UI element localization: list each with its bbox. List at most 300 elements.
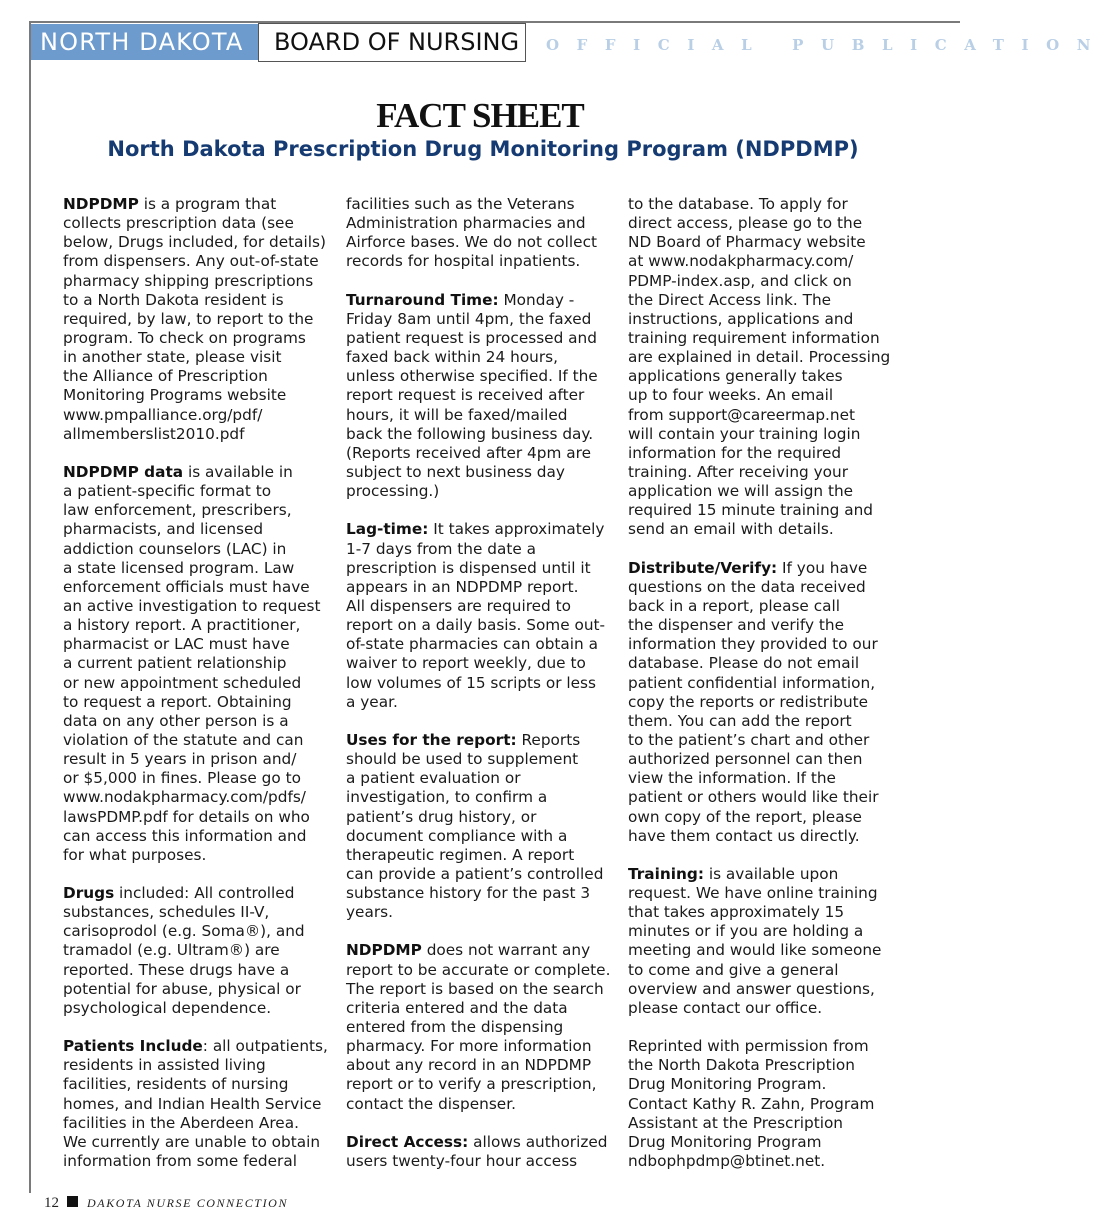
line-text: ND Board of Pharmacy website <box>628 233 866 252</box>
text-line <box>346 827 610 846</box>
text-line <box>346 1075 610 1094</box>
text-line <box>346 444 610 463</box>
line-text: below, Drugs included, for details) <box>63 233 326 252</box>
text-line <box>346 693 610 712</box>
text-line <box>628 367 890 386</box>
text-line <box>628 1095 890 1114</box>
text-line <box>63 252 328 271</box>
text-line <box>346 1095 610 1114</box>
text-line <box>63 999 328 1018</box>
line-text: from dispensers. Any out-of-state <box>63 252 319 271</box>
line-text: report on a daily basis. Some out- <box>346 616 606 635</box>
line-text: training. After receiving your <box>628 462 848 481</box>
text-line <box>628 693 890 712</box>
line-text: the Alliance of Prescription <box>63 367 268 386</box>
text-line <box>63 482 328 501</box>
line-text: copy the reports or redistribute <box>628 692 869 711</box>
text-line <box>628 999 890 1018</box>
text-line <box>63 348 328 367</box>
text-line <box>628 578 890 597</box>
text-line <box>346 635 610 654</box>
line-text: pharmacists, and licensed <box>63 520 264 539</box>
left-margin-rule <box>29 21 31 1193</box>
line-text: meeting and would like someone <box>628 941 882 960</box>
line-text: can provide a patient’s controlled <box>346 864 604 883</box>
text-line <box>63 941 328 960</box>
line-text: Administration pharmacies and <box>346 214 586 233</box>
line-text: patient request is processed and <box>346 328 597 347</box>
line-text: required 15 minute training and <box>628 501 873 520</box>
line-text: instructions, applications and <box>628 309 854 328</box>
text-line <box>346 252 610 271</box>
line-text: of-state pharmacies can obtain a <box>346 635 598 654</box>
text-line <box>628 559 890 578</box>
paragraph-gap <box>346 272 610 291</box>
line-text: information they provided to our <box>628 635 878 654</box>
text-line <box>628 195 890 214</box>
text-line <box>628 903 890 922</box>
line-text: authorized personnel can then <box>628 750 863 769</box>
line-text: subject to next business day <box>346 462 565 481</box>
line-text: them. You can add the report <box>628 711 852 730</box>
text-line <box>628 941 890 960</box>
text-line <box>63 961 328 980</box>
line-text: Drug Monitoring Program <box>628 1132 822 1151</box>
text-line <box>346 961 610 980</box>
text-line <box>63 578 328 597</box>
text-line <box>63 367 328 386</box>
line-text: tramadol (e.g. Ultram®) are <box>63 941 280 960</box>
text-line <box>346 788 610 807</box>
line-text: database. Please do not email <box>628 654 860 673</box>
text-line <box>346 616 610 635</box>
text-line <box>628 482 890 501</box>
line-text: back in a report, please call <box>628 596 840 615</box>
text-line <box>346 482 610 501</box>
line-text: direct access, please go to the <box>628 214 863 233</box>
header-board-label: BOARD OF NURSING <box>258 23 526 62</box>
line-text: therapeutic regimen. A report <box>346 845 575 864</box>
text-column-1 <box>63 195 328 1171</box>
line-text: pharmacy. For more information <box>346 1037 592 1056</box>
line-text: Reports <box>516 730 581 749</box>
line-text: questions on the data received <box>628 577 866 596</box>
text-line <box>346 769 610 788</box>
text-line <box>628 769 890 788</box>
line-text: up to four weeks. An email <box>628 386 834 405</box>
line-text: are explained in detail. Processing <box>628 348 891 367</box>
line-text: users twenty-four hour access <box>346 1152 578 1171</box>
line-text: required, by law, to report to the <box>63 309 314 328</box>
line-text: hours, it will be faxed/mailed <box>346 405 568 424</box>
line-text: or $5,000 in fines. Please go to <box>63 769 301 788</box>
line-text: Airforce bases. We do not collect <box>346 233 597 252</box>
line-text: about any record in an NDPDMP <box>346 1056 592 1075</box>
text-line <box>63 520 328 539</box>
text-line <box>346 1056 610 1075</box>
text-line <box>63 808 328 827</box>
paragraph-lead: NDPDMP <box>346 941 422 960</box>
paragraph-gap <box>346 712 610 731</box>
line-text: records for hospital inpatients. <box>346 252 581 271</box>
line-text: facilities in the Aberdeen Area. <box>63 1113 299 1132</box>
text-line <box>346 348 610 367</box>
text-line <box>628 214 890 233</box>
text-line <box>628 406 890 425</box>
line-text: does not warrant any <box>421 941 591 960</box>
line-text: application we will assign the <box>628 482 854 501</box>
line-text: please contact our office. <box>628 998 823 1017</box>
text-line <box>63 788 328 807</box>
line-text: carisoprodol (e.g. Soma®), and <box>63 922 305 941</box>
line-text: a history report. A practitioner, <box>63 616 301 635</box>
text-line <box>346 865 610 884</box>
text-line <box>63 195 328 214</box>
line-text: is a program that <box>138 195 277 213</box>
text-line <box>346 597 610 616</box>
line-text: The report is based on the search <box>346 979 604 998</box>
line-text: is available in <box>183 462 293 481</box>
text-line <box>346 310 610 329</box>
text-line <box>346 329 610 348</box>
text-line <box>628 597 890 616</box>
paragraph-lead: NDPDMP <box>63 195 139 213</box>
text-line <box>63 597 328 616</box>
text-line <box>628 884 890 903</box>
text-line <box>346 654 610 673</box>
text-line <box>63 1056 328 1075</box>
text-line <box>628 272 890 291</box>
line-text: a patient evaluation or <box>346 769 521 788</box>
line-text: substance history for the past 3 <box>346 884 591 903</box>
line-text: enforcement officials must have <box>63 577 310 596</box>
text-line <box>63 329 328 348</box>
text-line <box>628 444 890 463</box>
text-line <box>63 1037 328 1056</box>
text-line <box>346 386 610 405</box>
text-line <box>63 903 328 922</box>
line-text: at www.nodakpharmacy.com/ <box>628 252 854 271</box>
text-line <box>346 214 610 233</box>
line-text: If you have <box>777 558 868 577</box>
line-text: included: All controlled <box>114 884 295 903</box>
line-text: facilities such as the Veterans <box>346 195 575 213</box>
text-line <box>628 1075 890 1094</box>
line-text: program. To check on programs <box>63 328 306 347</box>
text-line <box>346 1018 610 1037</box>
text-line <box>63 233 328 252</box>
text-line <box>346 808 610 827</box>
line-text: 1-7 days from the date a <box>346 539 536 558</box>
text-line <box>346 578 610 597</box>
line-text: report to be accurate or complete. <box>346 960 611 979</box>
text-line <box>628 731 890 750</box>
text-line <box>63 540 328 559</box>
text-line <box>628 750 890 769</box>
text-line <box>628 501 890 520</box>
line-text: addiction counselors (LAC) in <box>63 539 287 558</box>
text-line <box>628 922 890 941</box>
text-line <box>628 386 890 405</box>
text-line <box>63 1152 328 1171</box>
text-line <box>628 1037 890 1056</box>
line-text: psychological dependence. <box>63 998 272 1017</box>
text-line <box>346 999 610 1018</box>
line-text: years. <box>346 903 393 922</box>
paragraph-lead: Training: <box>628 864 704 883</box>
line-text: minutes or if you are holding a <box>628 922 864 941</box>
line-text: or new appointment scheduled <box>63 673 302 692</box>
line-text: patient confidential information, <box>628 673 876 692</box>
line-text: (Reports received after 4pm are <box>346 443 591 462</box>
text-line <box>63 712 328 731</box>
paragraph-gap <box>63 865 328 884</box>
line-text: will contain your training login <box>628 424 861 443</box>
line-text: Reprinted with permission from <box>628 1037 869 1056</box>
line-text: processing.) <box>346 482 440 501</box>
line-text: www.nodakpharmacy.com/pdfs/ <box>63 788 306 807</box>
text-line <box>63 884 328 903</box>
text-line <box>628 1152 890 1171</box>
page-number: 12 <box>44 1195 59 1211</box>
text-line <box>63 386 328 405</box>
line-text: criteria entered and the data <box>346 998 568 1017</box>
text-line <box>628 654 890 673</box>
text-line <box>63 214 328 233</box>
paragraph-gap <box>63 1018 328 1037</box>
text-line <box>346 425 610 444</box>
text-line <box>628 310 890 329</box>
line-text: appears in an NDPDMP report. <box>346 577 579 596</box>
text-line <box>63 846 328 865</box>
text-line <box>628 616 890 635</box>
line-text: result in 5 years in prison and/ <box>63 750 297 769</box>
line-text: ndbophpdmp@btinet.net. <box>628 1152 826 1171</box>
line-text: collects prescription data (see <box>63 214 294 233</box>
text-line <box>628 329 890 348</box>
text-line <box>63 1075 328 1094</box>
text-line <box>346 291 610 310</box>
line-text: homes, and Indian Health Service <box>63 1094 322 1113</box>
text-line <box>346 731 610 750</box>
line-text: in another state, please visit <box>63 348 282 367</box>
text-line <box>63 922 328 941</box>
line-text: residents in assisted living <box>63 1056 266 1075</box>
text-line <box>346 750 610 769</box>
paragraph-gap <box>346 922 610 941</box>
line-text: an active investigation to request <box>63 596 321 615</box>
line-text: faxed back within 24 hours, <box>346 348 558 367</box>
line-text: : all outpatients, <box>202 1037 328 1056</box>
line-text: violation of the statute and can <box>63 730 304 749</box>
text-line <box>628 961 890 980</box>
line-text: from support@careermap.net <box>628 405 856 424</box>
line-text: applications generally takes <box>628 367 843 386</box>
line-text: potential for abuse, physical or <box>63 979 301 998</box>
line-text: www.pmpalliance.org/pdf/ <box>63 405 263 424</box>
line-text: to request a report. Obtaining <box>63 692 292 711</box>
line-text: a year. <box>346 692 398 711</box>
text-line <box>628 827 890 846</box>
text-line <box>63 559 328 578</box>
line-text: allows authorized <box>468 1132 608 1151</box>
line-text: should be used to supplement <box>346 750 579 769</box>
line-text: the dispenser and verify the <box>628 616 845 635</box>
line-text: view the information. If the <box>628 769 836 788</box>
line-text: request. We have online training <box>628 884 878 903</box>
text-line <box>628 712 890 731</box>
text-line <box>63 674 328 693</box>
text-line <box>628 520 890 539</box>
text-line <box>628 233 890 252</box>
text-line <box>346 1152 610 1171</box>
paragraph-gap <box>628 846 890 865</box>
text-line <box>628 788 890 807</box>
line-text: to a North Dakota resident is <box>63 290 284 309</box>
text-line <box>63 501 328 520</box>
line-text: low volumes of 15 scripts or less <box>346 673 596 692</box>
text-line <box>628 980 890 999</box>
text-line <box>346 1037 610 1056</box>
text-line <box>63 291 328 310</box>
line-text: pharmacist or LAC must have <box>63 635 290 654</box>
text-line <box>346 559 610 578</box>
text-line <box>628 425 890 444</box>
line-text: substances, schedules II-V, <box>63 903 270 922</box>
text-line <box>628 252 890 271</box>
text-line <box>63 1114 328 1133</box>
text-line <box>346 1133 610 1152</box>
line-text: overview and answer questions, <box>628 979 875 998</box>
paragraph-lead: Uses for the report: <box>346 730 517 749</box>
line-text: information from some federal <box>63 1152 297 1171</box>
line-text: training requirement information <box>628 328 880 347</box>
text-line <box>628 635 890 654</box>
line-text: Contact Kathy R. Zahn, Program <box>628 1094 875 1113</box>
text-line <box>346 406 610 425</box>
text-line <box>346 941 610 960</box>
text-line <box>63 616 328 635</box>
line-text: allmemberslist2010.pdf <box>63 424 245 443</box>
text-line <box>346 520 610 539</box>
line-text: Monday - <box>498 290 575 309</box>
text-line <box>63 425 328 444</box>
text-line <box>63 750 328 769</box>
text-line <box>63 635 328 654</box>
text-line <box>346 846 610 865</box>
page-title: FACT SHEET <box>376 96 584 135</box>
line-text: that takes approximately 15 <box>628 903 845 922</box>
line-text: We currently are unable to obtain <box>63 1132 321 1151</box>
line-text: PDMP-index.asp, and click on <box>628 271 852 290</box>
line-text: report request is received after <box>346 386 585 405</box>
paragraph-lead: NDPDMP data <box>63 462 184 481</box>
text-column-2 <box>346 195 610 1171</box>
text-line <box>628 1114 890 1133</box>
line-text: data on any other person is a <box>63 711 289 730</box>
line-text: waiver to report weekly, due to <box>346 654 586 673</box>
line-text: patient or others would like their <box>628 788 879 807</box>
paragraph-gap <box>346 501 610 520</box>
line-text: can access this information and <box>63 826 307 845</box>
line-text: lawsPDMP.pdf for details on who <box>63 807 310 826</box>
text-line <box>63 693 328 712</box>
paragraph-lead: Distribute/Verify: <box>628 558 778 577</box>
text-line <box>63 1095 328 1114</box>
text-line <box>63 769 328 788</box>
line-text: report or to verify a prescription, <box>346 1075 597 1094</box>
line-text: contact the dispenser. <box>346 1094 516 1113</box>
paragraph-lead: Direct Access: <box>346 1132 469 1151</box>
line-text: investigation, to confirm a <box>346 788 548 807</box>
text-line <box>628 291 890 310</box>
line-text: It takes approximately <box>428 520 605 539</box>
paragraph-gap <box>346 1114 610 1133</box>
paragraph-gap <box>628 1018 890 1037</box>
paragraph-lead: Turnaround Time: <box>346 290 499 309</box>
line-text: unless otherwise specified. If the <box>346 367 598 386</box>
text-line <box>63 827 328 846</box>
text-line <box>346 540 610 559</box>
header-state-label: NORTH DAKOTA <box>31 24 258 60</box>
text-line <box>63 980 328 999</box>
line-text: back the following business day. <box>346 424 594 443</box>
line-text: prescription is dispensed until it <box>346 558 591 577</box>
header-official-publication: OFFICIAL PUBLICATION <box>546 36 1108 54</box>
line-text: the North Dakota Prescription <box>628 1056 855 1075</box>
line-text: document compliance with a <box>346 826 568 845</box>
text-line <box>628 1056 890 1075</box>
line-text: All dispensers are required to <box>346 596 571 615</box>
line-text: a patient-specific format to <box>63 482 272 501</box>
line-text: send an email with details. <box>628 520 834 539</box>
publication-name: DAKOTA NURSE CONNECTION <box>87 1196 289 1210</box>
line-text: patient’s drug history, or <box>346 807 537 826</box>
line-text: is available upon <box>703 864 839 883</box>
line-text: a state licensed program. Law <box>63 558 295 577</box>
line-text: to the database. To apply for <box>628 195 848 213</box>
text-line <box>63 463 328 482</box>
paragraph-lead: Patients Include <box>63 1037 203 1056</box>
line-text: Drug Monitoring Program. <box>628 1075 827 1094</box>
text-line <box>346 884 610 903</box>
text-line <box>63 1133 328 1152</box>
text-line <box>346 980 610 999</box>
text-line <box>346 233 610 252</box>
line-text: the Direct Access link. The <box>628 290 832 309</box>
line-text: pharmacy shipping prescriptions <box>63 271 314 290</box>
paragraph-lead: Drugs <box>63 884 115 903</box>
text-line <box>346 367 610 386</box>
paragraph-gap <box>628 540 890 559</box>
line-text: for what purposes. <box>63 845 207 864</box>
text-line <box>628 865 890 884</box>
line-text: entered from the dispensing <box>346 1018 564 1037</box>
line-text: to the patient’s chart and other <box>628 730 870 749</box>
text-line <box>346 195 610 214</box>
line-text: reported. These drugs have a <box>63 960 290 979</box>
text-column-3 <box>628 195 890 1171</box>
text-line <box>628 674 890 693</box>
text-line <box>63 272 328 291</box>
text-line <box>63 654 328 673</box>
text-line <box>63 406 328 425</box>
text-line <box>63 731 328 750</box>
line-text: to come and give a general <box>628 960 839 979</box>
page-subtitle: North Dakota Prescription Drug Monitoring Program (NDPDMP) <box>107 137 859 161</box>
text-line <box>346 674 610 693</box>
line-text: Monitoring Programs website <box>63 386 287 405</box>
